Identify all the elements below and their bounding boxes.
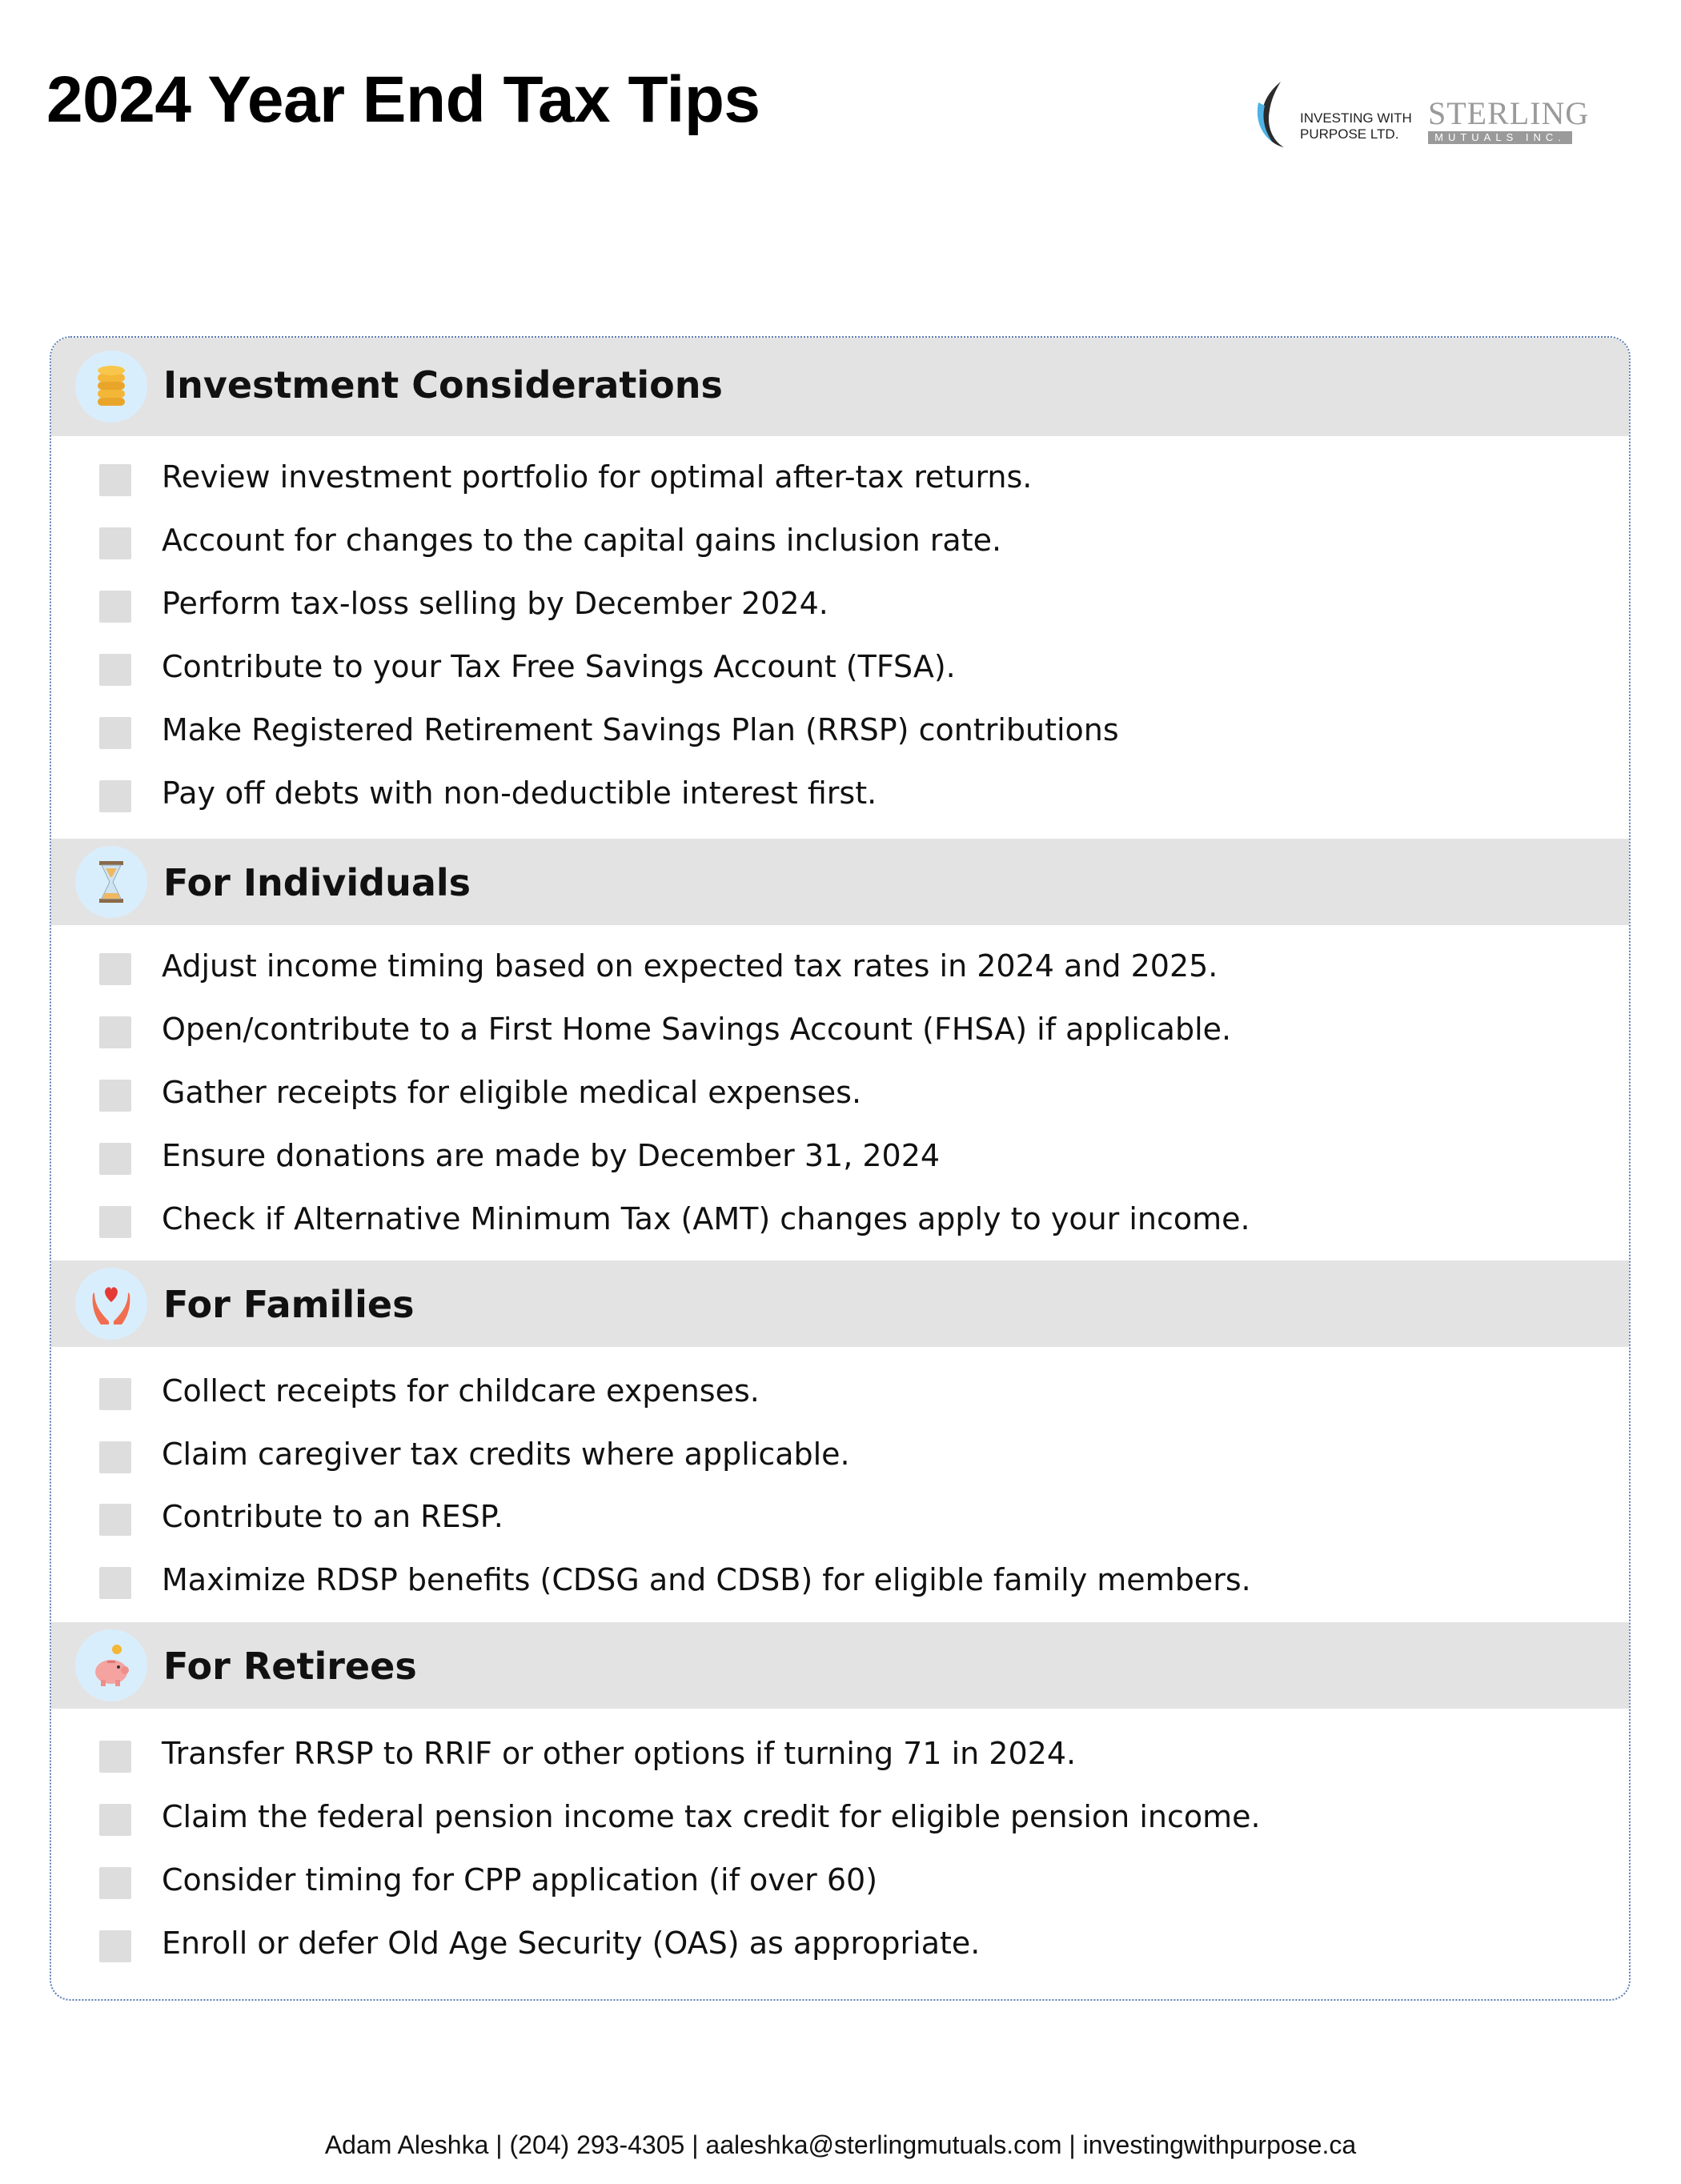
checkbox[interactable] [99, 1741, 131, 1773]
checkbox[interactable] [99, 591, 131, 623]
checkbox[interactable] [99, 1080, 131, 1112]
checklist-item-text: Transfer RRSP to RRIF or other options if turning 71 in 2024. [162, 1736, 1077, 1771]
checkbox[interactable] [99, 1804, 131, 1836]
checklist-item[interactable] [99, 516, 1580, 564]
checklist-item[interactable] [99, 942, 1580, 990]
section-header-families [51, 1260, 1629, 1347]
checklist-item[interactable] [99, 1493, 1580, 1541]
checklist-item-text: Gather receipts for eligible medical expenses. [162, 1075, 862, 1110]
logo-text-line1: INVESTING WITH [1300, 110, 1412, 126]
swoosh-logo-icon [1249, 78, 1298, 150]
checklist-item-text: Contribute to your Tax Free Savings Account (TFSA). [162, 649, 956, 684]
checkbox[interactable] [99, 1441, 131, 1473]
checklist-item[interactable] [99, 1068, 1580, 1116]
checklist-item-text: Enroll or defer Old Age Security (OAS) as appropriate. [162, 1926, 981, 1961]
checklist-item[interactable] [99, 1793, 1580, 1841]
checkbox[interactable] [99, 1504, 131, 1536]
checklist-item-text: Account for changes to the capital gains inclusion rate. [162, 523, 1002, 558]
sterling-wordmark: STERLING [1428, 95, 1590, 131]
section-header-retirees [51, 1622, 1629, 1709]
checklist-item-text: Claim caregiver tax credits where applicable. [162, 1437, 850, 1472]
checklist-item[interactable] [99, 1132, 1580, 1180]
piggy-bank-icon [75, 1629, 147, 1701]
checklist-item[interactable] [99, 769, 1580, 817]
hourglass-icon [75, 846, 147, 918]
company-logos [1249, 78, 1590, 152]
section-title: For Retirees [163, 1645, 417, 1688]
checklist-item-text: Adjust income timing based on expected tax rates in 2024 and 2025. [162, 948, 1218, 984]
checkbox[interactable] [99, 1930, 131, 1962]
section-header-investment [51, 338, 1629, 436]
checklist-item-text: Perform tax-loss selling by December 2024. [162, 586, 828, 621]
checklist-item[interactable] [99, 453, 1580, 501]
checklist-item-text: Review investment portfolio for optimal after-tax returns. [162, 459, 1033, 495]
checkbox[interactable] [99, 717, 131, 749]
checklist-item-text: Pay off debts with non-deductible interest first. [162, 775, 877, 811]
checklist-item-text: Check if Alternative Minimum Tax (AMT) changes apply to your income. [162, 1201, 1250, 1236]
checklist-card [50, 336, 1631, 2001]
checklist-item-text: Claim the federal pension income tax credit for eligible pension income. [162, 1799, 1261, 1834]
sterling-mutuals-logo [1428, 95, 1590, 144]
investing-with-purpose-logo [1300, 110, 1412, 142]
logo-text-line2: PURPOSE LTD. [1300, 126, 1399, 142]
checklist-item[interactable] [99, 1367, 1580, 1415]
checkbox[interactable] [99, 527, 131, 559]
checklist-item[interactable] [99, 1729, 1580, 1777]
checklist-item-text: Consider timing for CPP application (if over 60) [162, 1862, 878, 1897]
checklist-item-text: Contribute to an RESP. [162, 1499, 503, 1534]
checklist-item-text: Maximize RDSP benefits (CDSG and CDSB) for eligible family members. [162, 1562, 1251, 1597]
checklist-item-text: Ensure donations are made by December 31, 2024 [162, 1138, 941, 1173]
checklist-item[interactable] [99, 1556, 1580, 1604]
checkbox[interactable] [99, 1567, 131, 1599]
checkbox[interactable] [99, 953, 131, 985]
checklist-item[interactable] [99, 1195, 1580, 1243]
checklist-item[interactable] [99, 643, 1580, 691]
checkbox[interactable] [99, 780, 131, 812]
section-title: For Families [163, 1283, 415, 1326]
checkbox[interactable] [99, 464, 131, 496]
checkbox[interactable] [99, 654, 131, 686]
checklist-item[interactable] [99, 1856, 1580, 1904]
mutuals-wordmark: MUTUALS INC. [1428, 131, 1572, 144]
section-title: For Individuals [163, 861, 471, 904]
checkbox[interactable] [99, 1206, 131, 1238]
checklist-item-text: Open/contribute to a First Home Savings Account (FHSA) if applicable. [162, 1012, 1232, 1047]
checkbox[interactable] [99, 1867, 131, 1899]
checklist-item[interactable] [99, 1919, 1580, 1967]
checkbox[interactable] [99, 1378, 131, 1410]
checklist-item[interactable] [99, 1430, 1580, 1478]
section-header-individuals [51, 839, 1629, 925]
checkbox[interactable] [99, 1016, 131, 1048]
checklist-item-text: Make Registered Retirement Savings Plan (RRSP) contributions [162, 712, 1119, 747]
checklist-item-text: Collect receipts for childcare expenses. [162, 1373, 760, 1409]
hands-heart-icon [75, 1268, 147, 1340]
coins-icon [75, 351, 147, 423]
section-title: Investment Considerations [163, 363, 723, 407]
footer-contact: Adam Aleshka | (204) 293-4305 | aaleshka@sterlingmutuals.com | investingwithpurpose.ca [324, 2130, 1357, 2159]
checkbox[interactable] [99, 1143, 131, 1175]
checklist-item[interactable] [99, 1005, 1580, 1053]
checklist-item[interactable] [99, 706, 1580, 754]
page-title: 2024 Year End Tax Tips [46, 63, 760, 136]
checklist-item[interactable] [99, 579, 1580, 627]
